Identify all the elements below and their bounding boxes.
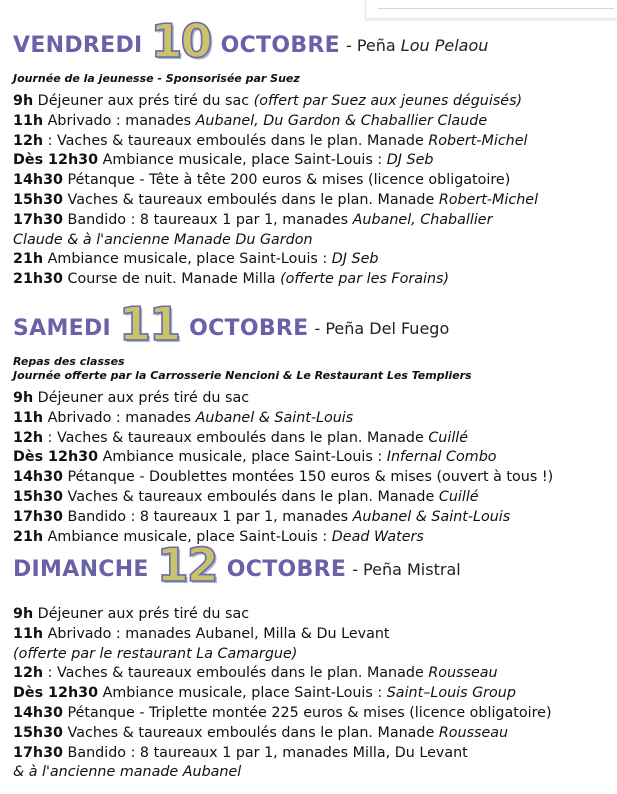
event-line: [13, 191, 538, 211]
event-text: Abrivado : manades: [43, 409, 196, 426]
event-text: Vaches & taureaux emboulés dans le plan. Manade: [62, 191, 439, 208]
event-detail-italic: (offerte par le restaurant La Camargue): [13, 645, 298, 662]
event-line: [13, 448, 553, 468]
event-line: [13, 625, 552, 645]
event-line: [13, 744, 552, 764]
month-name: OCTOBRE: [220, 32, 340, 58]
event-text: Bandido : 8 taureaux 1 par 1, manades: [62, 211, 353, 228]
event-text: Pétanque - Doublettes montées 150 euros & mises (ouvert à tous !): [62, 469, 554, 486]
event-detail-italic: Cuillé: [438, 488, 479, 505]
event-text: Déjeuner aux prés tiré du sac: [33, 390, 250, 406]
event-text: Pétanque - Tête à tête 200 euros & mises (licence obligatoire): [62, 172, 511, 189]
event-time: 14h30: [13, 172, 63, 189]
event-detail-italic: Saint–Louis Group: [386, 685, 516, 702]
event-line: [13, 508, 553, 528]
event-detail-italic: Rousseau: [438, 724, 509, 741]
event-text: Bandido : 8 taureaux 1 par 1, manades: [62, 508, 353, 525]
event-line: [13, 704, 552, 724]
event-detail-italic: Rousseau: [428, 665, 498, 682]
event-time: Dès 12h30: [13, 152, 99, 169]
event-time: 15h30: [13, 488, 63, 505]
event-detail-italic: Aubanel, Chaballier: [352, 211, 493, 228]
month-name: OCTOBRE: [226, 556, 347, 582]
day-name: DIMANCHE: [13, 556, 149, 582]
event-text: Ambiance musicale, place Saint-Louis :: [43, 251, 332, 268]
event-detail-italic: Aubanel, Du Gardon & Chaballier Claude: [195, 112, 488, 129]
event-line: [13, 389, 553, 409]
event-time: 15h30: [13, 191, 63, 208]
event-list: [13, 389, 553, 547]
event-time: 11h: [13, 625, 44, 642]
event-line: [13, 112, 538, 132]
event-line: [13, 763, 552, 783]
event-line: [13, 724, 552, 744]
event-line: [13, 211, 538, 231]
event-text: : Vaches & taureaux emboulés dans le plan. Manade: [43, 132, 429, 149]
day-heading: [13, 538, 552, 596]
event-text: Bandido : 8 taureaux 1 par 1, manades Milla, Du Levant: [62, 744, 468, 761]
event-text: Course de nuit. Manade Milla: [62, 271, 281, 288]
event-text: : Vaches & taureaux emboulés dans le plan. Manade: [43, 429, 429, 446]
day-name: SAMEDI: [13, 315, 112, 341]
month-name: OCTOBRE: [189, 315, 309, 341]
event-time: 9h: [13, 606, 34, 622]
event-detail-italic: (offerte par les Forains): [280, 271, 450, 288]
day-number: 11: [119, 297, 180, 351]
event-text: Déjeuner aux prés tiré du sac: [33, 606, 250, 622]
event-line: [13, 171, 538, 191]
event-time: 21h: [13, 251, 44, 268]
event-time: 14h30: [13, 704, 63, 721]
event-time: 17h30: [13, 744, 63, 761]
day-subtitle: Journée offerte par la Carrosserie Nencioni & Le Restaurant Les Templiers: [13, 369, 472, 382]
event-detail-italic: DJ Seb: [331, 251, 379, 268]
top-search-box: [365, 0, 617, 19]
event-line: [13, 92, 538, 112]
event-text: Déjeuner aux prés tiré du sac: [33, 93, 254, 109]
day-heading: [13, 297, 553, 355]
event-time: 11h: [13, 112, 44, 129]
event-line: [13, 488, 553, 508]
event-line: [13, 151, 538, 171]
event-line: [13, 605, 552, 625]
event-time: 17h30: [13, 211, 63, 228]
pena-name: Lou Pelaou: [400, 35, 489, 55]
event-time: 12h: [13, 665, 44, 682]
event-text: Ambiance musicale, place Saint-Louis :: [43, 528, 332, 545]
pena-label: [346, 36, 488, 55]
day-number: 12: [156, 538, 217, 592]
event-text: Ambiance musicale, place Saint-Louis :: [98, 685, 387, 702]
event-detail-italic: Claude & à l'ancienne Manade Du Gardon: [13, 231, 313, 248]
event-detail-italic: Cuillé: [428, 429, 469, 446]
pena-prefix: - Peña Mistral: [352, 559, 461, 579]
day-subtitle: Repas des classes: [13, 355, 125, 368]
day-section: [13, 14, 539, 290]
event-text: Vaches & taureaux emboulés dans le plan. Manade: [62, 488, 439, 505]
event-line: [13, 645, 552, 665]
event-line: [13, 684, 552, 704]
event-time: Dès 12h30: [13, 449, 99, 466]
event-text: Abrivado : manades Aubanel, Milla & Du Levant: [43, 625, 390, 642]
event-time: 12h: [13, 132, 44, 149]
event-text: Vaches & taureaux emboulés dans le plan. Manade: [62, 724, 439, 741]
event-time: 21h30: [13, 271, 63, 288]
pena-label: [314, 319, 449, 338]
event-detail-italic: (offert par Suez aux jeunes déguisés): [253, 93, 523, 109]
pena-label: [352, 560, 461, 579]
event-time: 12h: [13, 429, 44, 446]
event-detail-italic: Aubanel & Saint-Louis: [352, 508, 511, 525]
event-text: : Vaches & taureaux emboulés dans le plan. Manade: [43, 665, 429, 682]
day-section: [13, 297, 554, 547]
event-time: 17h30: [13, 508, 63, 525]
pena-prefix: - Peña Del Fuego: [314, 318, 450, 338]
event-detail-italic: Robert-Michel: [438, 191, 539, 208]
event-line: [13, 231, 538, 251]
event-text: Abrivado : manades: [43, 112, 196, 129]
event-detail-italic: Aubanel & Saint-Louis: [195, 409, 354, 426]
event-detail-italic: Dead Waters: [331, 528, 424, 545]
event-list: [13, 605, 552, 783]
day-heading: [13, 14, 538, 72]
event-line: [13, 429, 553, 449]
event-time: 9h: [13, 93, 34, 109]
day-section: [13, 538, 552, 783]
event-line: [13, 664, 552, 684]
day-name: VENDREDI: [13, 32, 143, 58]
event-line: [13, 409, 553, 429]
event-time: 14h30: [13, 469, 63, 486]
event-time: 15h30: [13, 724, 63, 741]
event-line: [13, 250, 538, 270]
event-detail-italic: & à l'ancienne manade Aubanel: [13, 764, 242, 781]
event-text: Ambiance musicale, place Saint-Louis :: [98, 152, 387, 169]
event-time: 11h: [13, 409, 44, 426]
pena-prefix: - Peña: [345, 35, 396, 55]
event-detail-italic: DJ Seb: [386, 152, 434, 169]
event-list: [13, 92, 538, 290]
event-text: Pétanque - Triplette montée 225 euros & mises (licence obligatoire): [62, 704, 552, 721]
event-time: 9h: [13, 390, 34, 406]
event-text: Ambiance musicale, place Saint-Louis :: [98, 449, 387, 466]
event-time: 21h: [13, 528, 44, 545]
day-subtitle: Journée de la jeunesse - Sponsorisée par Suez: [13, 72, 300, 85]
event-detail-italic: Robert-Michel: [428, 132, 528, 149]
event-line: [13, 132, 538, 152]
day-number: 10: [150, 14, 211, 68]
event-line: [13, 270, 538, 290]
event-time: Dès 12h30: [13, 685, 99, 702]
event-line: [13, 468, 553, 488]
event-detail-italic: Infernal Combo: [386, 449, 497, 466]
top-divider: [378, 8, 614, 9]
